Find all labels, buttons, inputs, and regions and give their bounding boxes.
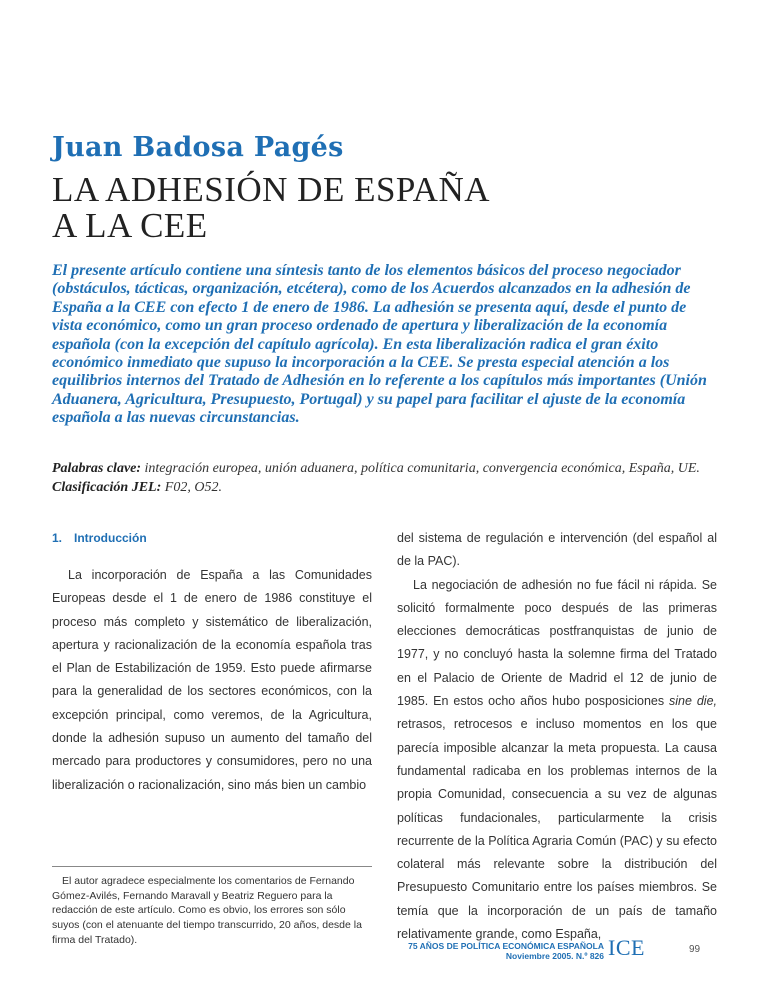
footer-series: 75 AÑOS DE POLÍTICA ECONÓMICA ESPAÑOLA [408, 941, 604, 951]
keywords-label: Palabras clave: [52, 461, 142, 476]
keywords-line [52, 460, 718, 479]
title-line-1: LA ADHESIÓN DE ESPAÑA [52, 170, 491, 209]
section-title: Introducción [74, 531, 147, 545]
left-column [52, 527, 372, 797]
jel-text: F02, O52. [164, 479, 222, 495]
para2-italic: sine die, [669, 694, 718, 709]
ice-logo: ICE [608, 935, 645, 960]
jel-line [52, 479, 718, 498]
keywords-block [52, 460, 718, 497]
para2-text-b: retrasos, retrocesos e incluso momentos en los que parecía imposible alcanzar la meta propuesta. La causa fundamental radicaba en los problemas internos de la propia Comunidad, consecuencia a su vez de algunas políticas fundacionales, particularmente la crisis recurrente de la Política Agraria Común (PAC) y su efecto colateral más relevante sobre la distribución del Presupuesto Comunitario entre los países miembros. Se temía que la incorporación de un país de tamaño relativamente grande, como España, [397, 717, 717, 942]
body-paragraph-right-2 [397, 574, 717, 947]
right-column [397, 527, 717, 946]
body-paragraph-left: La incorporación de España a las Comunidades Europeas desde el 1 de enero de 1986 constituye el proceso más completo y sistemático de liberalización, apertura y racionalización de la economía española tras el Plan de Estabilización de 1959. Esto puede afirmarse para la generalidad de los sectores económicos, con la excepción principal, como veremos, de la Agricultura, donde la adhesión supuso un aumento del tamaño del mercado para productores y consumidores, pero no una liberalización o racionalización, sino más bien un cambio [52, 568, 372, 792]
author-name: Juan Badosa Pagés [52, 132, 344, 163]
section-number: 1. [52, 531, 63, 545]
footnote-divider [52, 866, 372, 867]
footnote: El autor agradece especialmente los comentarios de Fernando Gómez-Avilés, Fernando Maravall y Beatriz Reguero para la redacción de este artículo. Como es obvio, los errores son sólo suyos (con el atenuante del tiempo transcurrido, 20 años, desde la firma del Tratado). [52, 875, 362, 946]
para2-text-a: La negociación de adhesión no fue fácil ni rápida. Se solicitó formalmente poco después de las primeras elecciones democráticas postfranquistas de junio de 1977, y no concluyó hasta la solemne firma del Tratado en el Palacio de Oriente de Madrid el 12 de junio de 1985. En estos ocho años hubo posposiciones [397, 577, 717, 709]
section-heading [52, 527, 372, 550]
title-line-2: A LA CEE [52, 206, 208, 245]
article-title [52, 172, 712, 244]
abstract: El presente artículo contiene una síntesis tanto de los elementos básicos del proceso negociador (obstáculos, tácticas, organización, etcétera), como de los Acuerdos alcanzados en la adhesión de España a la CEE con efecto 1 de enero de 1986. La adhesión se presenta aquí, desde el punto de vista económico, como un gran proceso ordenado de apertura y liberalización de la economía española (con la excepción del capítulo agrícola). En esta liberalización radica el gran éxito económico inmediato que supuso la incorporación a la CEE. Se presta especial atención a los equilibrios internos del Tratado de Adhesión en lo referente a los capítulos más importantes (Unión Aduanera, Agricultura, Presupuesto, Portugal) y su papel para facilitar el ajuste de la economía española a las nuevas circunstancias. [52, 262, 707, 427]
keywords-text: integración europea, unión aduanera, política comunitaria, convergencia económica, España, UE. [144, 461, 700, 476]
footer-issue: Noviembre 2005. N.º 826 [505, 951, 604, 961]
body-paragraph-right-1: del sistema de regulación e intervención (del español al de la PAC). [397, 531, 717, 569]
jel-label: Clasificación JEL: [52, 479, 162, 495]
page-number: 99 [689, 944, 701, 955]
footer-publication [408, 941, 604, 961]
